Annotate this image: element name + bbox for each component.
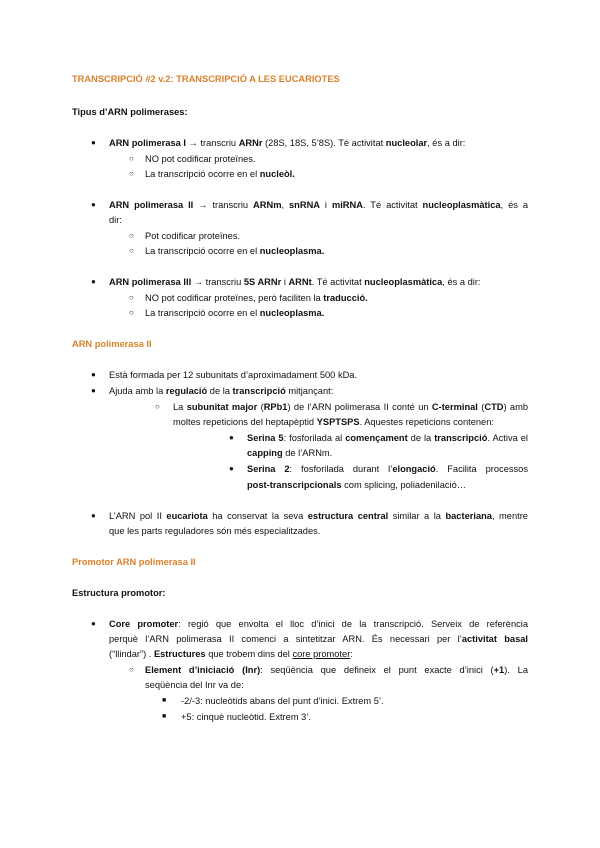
s2-circle1-line2: moltes repeticions del heptapèptid YSPTSPS. Aquestes repeticions contenen: [173,417,494,427]
circle-bullet-icon: ○ [129,231,134,240]
pol3-sub1: NO pot codificar proteïnes, però faciliten la traducció. [145,293,368,303]
s2-bullet3-line1: L’ARN pol II eucariota ha conservat la seva estructura central similar a la bacteriana, mentre [109,511,528,521]
s3-square1: -2/-3: nucleòtids abans del punt d’inici. Extrem 5’. [181,696,384,706]
bullet-icon: ● [229,464,234,473]
s2-serina5-line1: Serina 5: fosforilada al començament de la transcripció. Activa el [247,433,528,443]
pol2-sub2: La transcripció ocorre en el nucleoplasma. [145,246,325,256]
circle-bullet-icon: ○ [129,154,134,163]
s2-serina2-line2: post-transcripcionals com splicing, poliadenilació… [247,480,467,490]
s3-circle1-line2: seqüència del Inr va de: [145,680,244,690]
pol3-line: ARN polimerasa III → transcriu 5S ARNr i ARNt. Té activitat nucleoplasmàtica, és a dir: [109,277,481,287]
pol2-line-cont: dir: [109,215,122,225]
s3-square2: +5: cinquè nucleòtid. Extrem 3’. [181,712,311,722]
s2-bullet2: Ajuda amb la regulació de la transcripció mitjançant: [109,386,334,396]
section-heading-promotor: Promotor ARN polimerasa II [72,557,196,567]
s2-serina5-line2: capping de l’ARNm. [247,448,333,458]
bullet-icon: ● [91,277,96,286]
square-bullet-icon: ■ [162,713,167,720]
pol2-sub1: Pot codificar proteïnes. [145,231,241,241]
bullet-icon: ● [91,138,96,147]
circle-bullet-icon: ○ [129,308,134,317]
pol2-line: ARN polimerasa II → transcriu ARNm, snRNA i miRNA. Té activitat nucleoplasmàtica, és a [109,200,529,210]
circle-bullet-icon: ○ [155,402,160,411]
square-bullet-icon: ■ [162,697,167,704]
bullet-icon: ● [91,619,96,628]
s3-circle1-line1: Element d’iniciació (Inr): seqüència que defineix el punt exacte d’inici (+1). La [145,665,528,675]
circle-bullet-icon: ○ [129,665,134,674]
s3-bullet1-line3: (“llindar”) . Estructures que trobem dins del core promoter: [109,649,353,659]
page-title: TRANSCRIPCIÓ #2 v.2: TRANSCRIPCIÓ A LES EUCARIOTES [72,74,340,84]
bullet-icon: ● [91,370,96,379]
pol1-line: ARN polimerasa I → transcriu ARNr (28S, 18S, 5’8S). Té activitat nucleolar, és a dir: [109,138,466,148]
pol1-sub1: NO pot codificar proteïnes. [145,154,256,164]
s2-bullet1: Està formada per 12 subunitats d’aproximadament 500 kDa. [109,370,358,380]
bullet-icon: ● [91,386,96,395]
pol3-sub2: La transcripció ocorre en el nucleoplasma. [145,308,325,318]
s3-bullet1-line1: Core promoter: regió que envolta el lloc d’inici de la transcripció. Serveix de referència [109,619,528,629]
circle-bullet-icon: ○ [129,246,134,255]
pol1-sub2: La transcripció ocorre en el nucleòl. [145,169,295,179]
section-heading-pol2: ARN polimerasa II [72,339,152,349]
s3-bullet1-line2: perquè l’ARN polimerasa II comenci a sintetitzar ARN. És necessari per l’activitat basal [109,634,528,644]
circle-bullet-icon: ○ [129,169,134,178]
circle-bullet-icon: ○ [129,293,134,302]
s2-circle1-line1: La subunitat major (RPb1) de l’ARN polimerasa II conté un C-terminal (CTD) amb [173,402,529,412]
subtitle: Tipus d’ARN polimerases: [72,107,188,117]
section-subheading: Estructura promotor: [72,588,166,598]
s2-bullet3-line2: que les parts reguladores són més especialitzades. [109,526,321,536]
bullet-icon: ● [91,200,96,209]
s2-serina2-line1: Serina 2: fosforilada durant l’elongació. Facilita processos [247,464,528,474]
bullet-icon: ● [229,433,234,442]
bullet-icon: ● [91,511,96,520]
